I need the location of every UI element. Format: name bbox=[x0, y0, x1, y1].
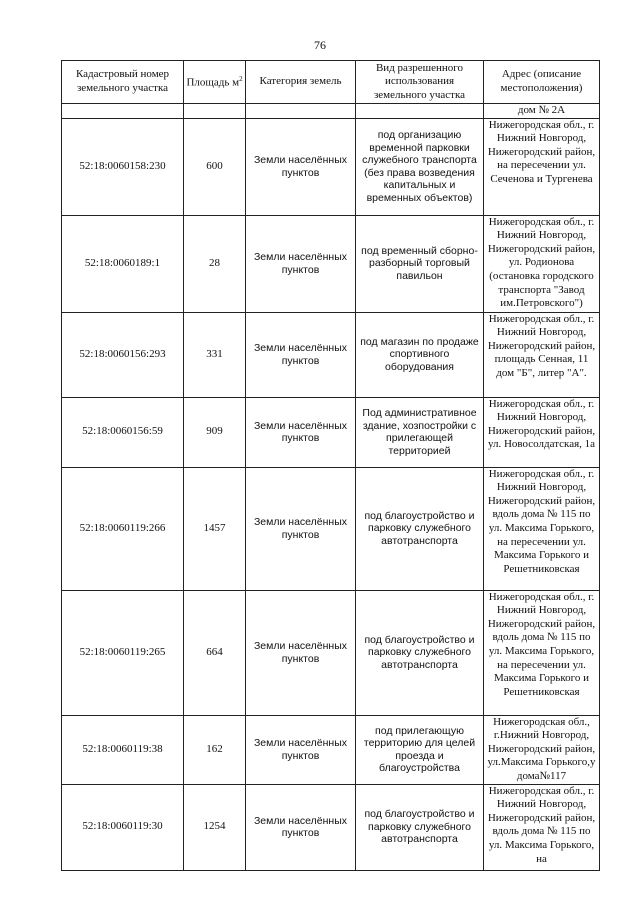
land-category: Земли населённых пунктов bbox=[246, 715, 356, 784]
area-value: 331 bbox=[184, 312, 246, 397]
table-header-row bbox=[62, 61, 600, 104]
header-area: Площадь $м^2$ bbox=[184, 61, 246, 104]
land-category: Земли населённых пунктов bbox=[246, 215, 356, 312]
permitted-use: под магазин по продаже спортивного оборудования bbox=[356, 312, 484, 397]
area-value: 664 bbox=[184, 590, 246, 715]
permitted-use: под прилегающую территорию для целей проезда и благоустройства bbox=[356, 715, 484, 784]
page-number: 76 bbox=[314, 38, 326, 52]
cadastral-number: 52:18:0060156:59 bbox=[62, 397, 184, 467]
cadastral-number: 52:18:0060158:230 bbox=[62, 118, 184, 215]
permitted-use: Под административное здание, хозпостройки с прилегающей территорией bbox=[356, 397, 484, 467]
cadastral-number: 52:18:0060119:265 bbox=[62, 590, 184, 715]
header-category: Категория земель bbox=[246, 61, 356, 104]
cadastral-number: 52:18:0060189:1 bbox=[62, 215, 184, 312]
address-description: Нижегородская обл., г.Нижний Новгород, Нижегородский район, ул.Максима Горького,у дома№117 bbox=[484, 715, 600, 784]
permitted-use: под организацию временной парковки служебного транспорта (без права возведения капитальных и временных объектов) bbox=[356, 118, 484, 215]
area-value: 909 bbox=[184, 397, 246, 467]
cadastral-number: 52:18:0060119:266 bbox=[62, 467, 184, 590]
permitted-use: под благоустройство и парковку служебного автотранспорта bbox=[356, 467, 484, 590]
table-row bbox=[62, 118, 600, 215]
permitted-use: под временный сборно-разборный торговый павильон bbox=[356, 215, 484, 312]
land-plots-table bbox=[61, 60, 600, 871]
address-description: Нижегородская обл., г. Нижний Новгород, Нижегородский район, на пересечении ул. Сеченова и Тургенева bbox=[484, 118, 600, 215]
area-value: 600 bbox=[184, 118, 246, 215]
table-row bbox=[62, 467, 600, 590]
table-row bbox=[62, 715, 600, 784]
permitted-use: под благоустройство и парковку служебного автотранспорта bbox=[356, 784, 484, 870]
address-description: Нижегородская обл., г. Нижний Новгород, Нижегородский район, ул. Новосолдатская, 1а bbox=[484, 397, 600, 467]
table-row bbox=[62, 784, 600, 870]
continuation-address: дом № 2А bbox=[484, 104, 600, 119]
header-cadastral: Кадастровый номер земельного участка bbox=[62, 61, 184, 104]
continuation-row bbox=[62, 104, 600, 119]
cadastral-number: 52:18:0060156:293 bbox=[62, 312, 184, 397]
area-value: 162 bbox=[184, 715, 246, 784]
area-value: 1457 bbox=[184, 467, 246, 590]
land-category: Земли населённых пунктов bbox=[246, 590, 356, 715]
permitted-use: под благоустройство и парковку служебного автотранспорта bbox=[356, 590, 484, 715]
area-value: 1254 bbox=[184, 784, 246, 870]
header-use: Вид разрешенного использования земельного участка bbox=[356, 61, 484, 104]
land-category: Земли населённых пунктов bbox=[246, 784, 356, 870]
area-value: 28 bbox=[184, 215, 246, 312]
table-row bbox=[62, 312, 600, 397]
cadastral-number: 52:18:0060119:38 bbox=[62, 715, 184, 784]
address-description: Нижегородская обл., г. Нижний Новгород, Нижегородский район, вдоль дома № 115 по ул. Максима Горького, на пересечении ул. Максима Горького и Решетниковская bbox=[484, 467, 600, 590]
land-category: Земли населённых пунктов bbox=[246, 118, 356, 215]
address-description: Нижегородская обл., г. Нижний Новгород, Нижегородский район, площадь Сенная, 11 дом "Б", литер "А". bbox=[484, 312, 600, 397]
table-row bbox=[62, 215, 600, 312]
address-description: Нижегородская обл., г. Нижний Новгород, Нижегородский район, ул. Родионова (остановка городского транспорта "Завод им.Петровского") bbox=[484, 215, 600, 312]
land-category: Земли населённых пунктов bbox=[246, 397, 356, 467]
header-address: Адрес (описание местоположения) bbox=[484, 61, 600, 104]
land-category: Земли населённых пунктов bbox=[246, 467, 356, 590]
cadastral-number: 52:18:0060119:30 bbox=[62, 784, 184, 870]
address-description: Нижегородская обл., г. Нижний Новгород, Нижегородский район, вдоль дома № 115 по ул. Максима Горького, на пересечении ул. Максима Горького и Решетниковская bbox=[484, 590, 600, 715]
address-description: Нижегородская обл., г. Нижний Новгород, Нижегородский район, вдоль дома № 115 по ул. Максима Горького, на bbox=[484, 784, 600, 870]
table-row bbox=[62, 397, 600, 467]
table-row bbox=[62, 590, 600, 715]
land-category: Земли населённых пунктов bbox=[246, 312, 356, 397]
